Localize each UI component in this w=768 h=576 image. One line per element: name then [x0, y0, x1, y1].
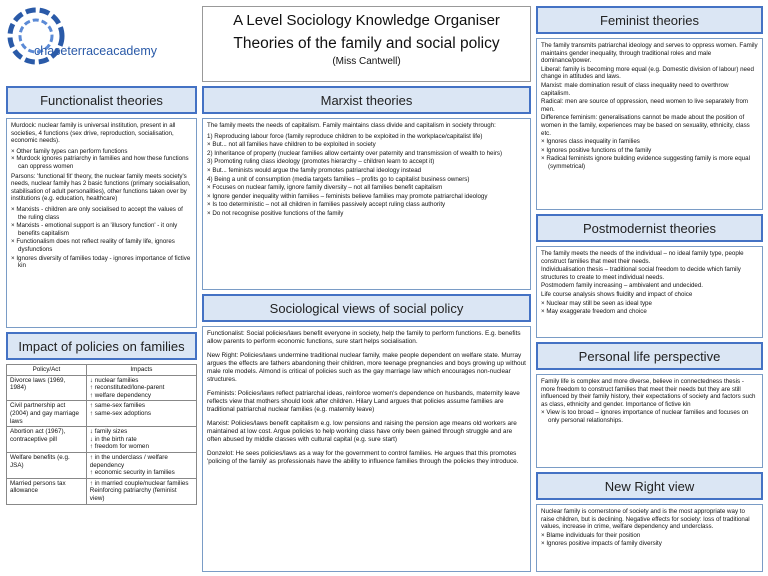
policies-panel	[6, 364, 197, 572]
title-box	[202, 6, 531, 82]
parsons-text: Parsons: 'functional fit' theory, the nuclear family meets society's needs, nuclear family has 2 basic functions (primary socialisation, stabilisation of adult personalities), other functions taken over by institutions (e.g. education, healthcare)	[11, 172, 191, 203]
impacts-col-header: Impacts	[86, 365, 196, 376]
functionalist-heading: Functionalist theories	[6, 86, 197, 114]
impacts-cell	[86, 452, 196, 478]
personal-panel	[536, 374, 763, 468]
criticism-item: × Blame individuals for their position	[541, 531, 641, 539]
title-line2: Theories of the family and social policy	[233, 35, 500, 52]
policy-col-header: Policy/Act	[7, 365, 87, 376]
text-line: 4) Being a unit of consumption (media targets families – profits go to capitalist business owners)	[207, 175, 470, 183]
criticism-item: × Do not recognise positive functions of the family	[207, 209, 344, 217]
criticism-item: × May exaggerate freedom and choice	[541, 308, 647, 316]
title-line1: A Level Sociology Knowledge Organiser	[233, 12, 500, 29]
table-row	[7, 401, 197, 427]
impact-item: ↑ reconstituted/lone-parent	[89, 384, 165, 392]
text-line: The family meets the needs of the individual – no ideal family type, people construct families that meet their needs.	[541, 250, 744, 265]
policy-cell: Welfare benefits (e.g. JSA)	[7, 452, 87, 478]
sociological-panel	[202, 326, 531, 572]
impact-item: ↓ family sizes	[89, 428, 128, 436]
text-line: Life course analysis shows fluidity and impact of choice	[541, 290, 693, 298]
table-row	[7, 452, 197, 478]
impact-item: ↑ same-sex adoptions	[89, 409, 152, 417]
sociological-heading: Sociological views of social policy	[202, 294, 531, 322]
newright-heading: New Right view	[536, 472, 763, 500]
text-line: 1) Reproducing labour force (family reproduce children to be exploited in the workplace/capitalist life)	[207, 132, 483, 140]
text-line: Nuclear family is cornerstone of society and is the most appropriate way to raise children, but is declining. Negative effects for society: loss of traditional values, increase in crime, welfare dependency and underclass.	[541, 508, 750, 531]
policy-view-paragraph: Marxist: Policies/laws benefit capitalism e.g. low pensions and raising the pension age means old workers are maintained at low cost. Argue policies to help working class have only been gained through struggle and are often abused by middle classes with cultural capital (e.g. sure start)	[207, 420, 517, 443]
impacts-cell	[86, 478, 196, 504]
policy-cell: Civil partnership act (2004) and gay marriage laws	[7, 401, 87, 427]
criticism-item: × But... not all families have children to be exploited in society	[207, 141, 376, 149]
postmodernist-panel	[536, 246, 763, 338]
postmodernist-heading: Postmodernist theories	[536, 214, 763, 242]
text-line: Family life is complex and more diverse, believe in connectedness thesis - more freedom to construct families that meet their needs but they are still influenced by their family history, their expectations of society and factors such as class, ethnicity and gender. Importance of fictive kin	[541, 378, 756, 408]
impacts-cell	[86, 375, 196, 401]
table-row	[7, 375, 197, 401]
text-line: Radical: men are source of oppression, need women to live separately from men.	[541, 98, 749, 113]
table-row	[7, 427, 197, 453]
impacts-cell	[86, 401, 196, 427]
text-line: 3) Promoting ruling class ideology (promotes hierarchy – children learn to accept it)	[207, 158, 435, 166]
impact-item: ↓ in the birth rate	[89, 435, 137, 443]
criticism-item: × Nuclear may still be seen as ideal type	[541, 299, 652, 307]
policy-cell: Abortion act (1967), contraceptive pill	[7, 427, 87, 453]
policy-view-paragraph: Feminists: Policies/laws reflect patriarchal ideas, reinforce women's dependence on husbands, maternity leave reflects view that mothers should look after children. Hilary Land argues that policies assume families are traditional patriarchal nuclear families (e.g. maternity leave)	[207, 390, 520, 413]
impact-item: ↑ freedom for women	[89, 443, 149, 451]
policy-cell: Divorce laws (1969, 1984)	[7, 375, 87, 401]
personal-heading: Personal life perspective	[536, 342, 763, 370]
impact-item: ↑ welfare dependency	[89, 391, 152, 399]
impact-item: ↑ in the underclass / welfare dependency	[89, 453, 168, 469]
text-line: Individualisation thesis – traditional social freedom to decide which family structures to create to meet individual needs.	[541, 266, 741, 281]
criticism-item: × Marxists - emotional support is an 'illusory function' - it only benefits capitalism	[11, 222, 178, 237]
marxist-heading: Marxist theories	[202, 86, 531, 114]
policies-table	[6, 364, 197, 505]
criticism-item: × Ignores diversity of families today - ignores importance of fictive kin	[11, 254, 191, 270]
functionalist-panel	[6, 118, 197, 328]
marxist-intro: The family meets the needs of capitalism. Family maintains class divide and capitalism in society through:	[207, 122, 496, 129]
text-line: Postmodern family increasing – ambivalent and undecided.	[541, 282, 703, 290]
criticism-item: × Ignores positive impacts of family diversity	[541, 540, 662, 548]
impact-item: Reinforcing patriarchy (feminist view)	[89, 487, 177, 502]
text-line: 2) Inheritance of property (nuclear families allow certainty over paternity and transmission of wealth to heirs)	[207, 149, 503, 157]
criticism-item: × But... feminists would argue the family promotes patriarchal ideology instead	[207, 166, 422, 174]
criticism-item: × Marxists - children are only socialised to accept the values of the ruling class	[11, 205, 183, 221]
school-name: chaseterraceacademy	[34, 44, 157, 58]
policy-view-paragraph: Functionalist: Social policies/laws benefit everyone in society, help the family to perform functions. E.g. benefits allow parents to perform economic functions, sure start helps socialisation.	[207, 330, 521, 345]
criticism-item: × Functionalism does not reflect reality of family life, ignores dysfunctions	[11, 238, 175, 253]
criticism-item: × View is too broad – ignores importance of nuclear families and focuses on only personal relationships.	[541, 409, 749, 424]
policy-view-paragraph: New Right: Policies/laws undermine traditional nuclear family, make people dependent on welfare state. Murray argues the effects are fathers abandoning their children, more teenage pregnancies and boys growing up without male role models. Almond is critical of policies such as the gay marriage law which encourages non-nuclear structures.	[207, 352, 526, 383]
criticism-item: × Murdock ignores patriarchy in families and how these functions can oppress women	[11, 155, 189, 170]
table-row	[7, 478, 197, 504]
criticism-item: × Ignores class inequality in families	[541, 138, 640, 146]
text-line: Liberal: family is becoming more equal (e.g. Domestic division of labour) need change in attitudes and laws.	[541, 65, 754, 81]
criticism-item: × Ignores positive functions of the family	[541, 146, 652, 154]
school-logo	[4, 6, 199, 76]
marxist-panel	[202, 118, 531, 290]
feminist-panel	[536, 38, 763, 210]
criticism-item: × Other family types can perform functions	[11, 147, 128, 155]
text-line: The family transmits patriarchal ideology and serves to oppress women. Family maintains gender inequality, through traditional roles and male dominance/power.	[541, 42, 758, 65]
impacts-cell	[86, 427, 196, 453]
policies-heading: Impact of policies on families	[6, 332, 197, 360]
text-line: Difference feminism: generalisations cannot be made about the position of women in the family, experiences may be based on sexuality, ethnicity, class etc.	[541, 114, 750, 137]
policy-cell: Married persons tax allowance	[7, 478, 87, 504]
policy-view-paragraph: Donzelot: He sees policies/laws as a way for the government to control families. He argues that this promotes 'policing of the family' as professionals have the ability to influence families through the policies they introduce.	[207, 450, 519, 465]
title-line3: (Miss Cantwell)	[332, 56, 401, 67]
feminist-heading: Feminist theories	[536, 6, 763, 34]
impact-item: ↑ economic security in families	[89, 469, 175, 477]
text-line: Marxist: male domination result of class inequality need to overthrow capitalism.	[541, 81, 729, 97]
impact-item: ↑ same-sex families	[89, 402, 146, 410]
murdock-text: Murdock: nuclear family is universal institution, present in all societies, 4 functions (sex drive, reproduction, socialisation, economic needs).	[11, 122, 176, 145]
newright-panel	[536, 504, 763, 572]
criticism-item: × Focuses on nuclear family, ignore family diversity – not all families benefit capitalism	[207, 184, 443, 192]
criticism-item: × Radical feminists ignore building evidence suggesting family is more equal (symmetrical)	[541, 155, 750, 170]
criticism-item: × Ignore gender inequality within families – feminists believe families may promote patriarchal ideology	[207, 192, 488, 200]
impact-item: ↑ in married couple/nuclear families	[89, 479, 189, 487]
criticism-item: × Is too deterministic – not all children in families passively accept ruling class authority	[207, 201, 446, 209]
impact-item: ↓ nuclear families	[89, 376, 139, 384]
